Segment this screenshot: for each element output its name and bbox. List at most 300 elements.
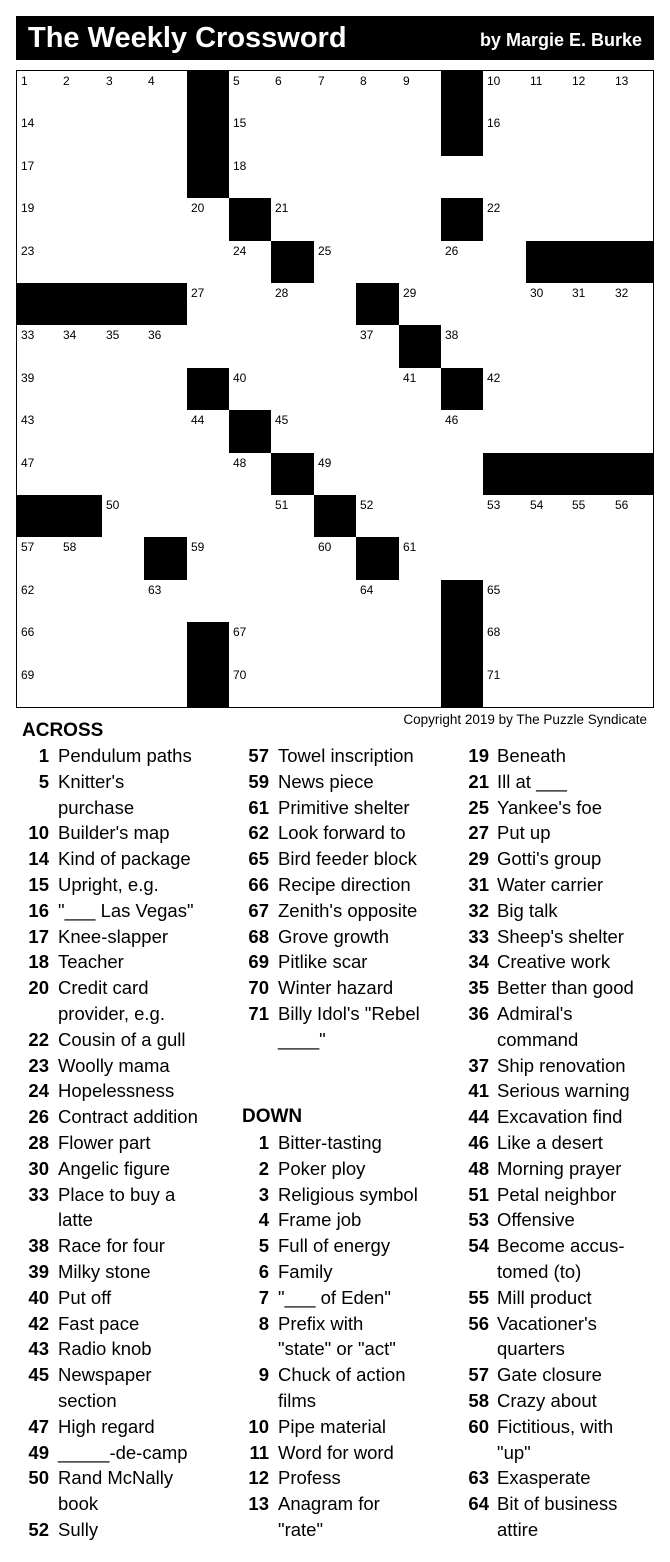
grid-cell[interactable]: [568, 410, 612, 454]
grid-cell[interactable]: [144, 156, 188, 199]
grid-cell[interactable]: [356, 156, 400, 199]
clue-text: Look forward to: [278, 822, 406, 844]
clue-number: 64: [468, 1493, 489, 1515]
grid-cell[interactable]: [356, 410, 400, 454]
grid-cell[interactable]: [441, 325, 484, 369]
grid-cell[interactable]: [399, 537, 442, 581]
grid-cell[interactable]: [102, 113, 145, 157]
grid-cell[interactable]: [17, 113, 60, 157]
clue-number: 1: [38, 745, 49, 766]
grid-cell[interactable]: [483, 537, 527, 581]
clue-number: 33: [468, 925, 489, 947]
grid-cell[interactable]: [526, 198, 569, 242]
grid-cell[interactable]: [102, 156, 145, 199]
grid-cell[interactable]: [611, 580, 654, 623]
grid-cell[interactable]: [441, 283, 484, 326]
grid-cell[interactable]: [356, 325, 400, 369]
grid-cell[interactable]: [102, 71, 145, 114]
clue-item: [0, 1078, 670, 1104]
clue-text: Creative work: [497, 951, 611, 973]
cell-number: 46: [445, 413, 459, 427]
black-square: [187, 665, 230, 708]
cell-number: 8: [360, 74, 367, 88]
grid-cell[interactable]: [611, 495, 654, 538]
grid-cell[interactable]: [271, 113, 315, 157]
grid-cell[interactable]: [102, 198, 145, 242]
grid-cell[interactable]: [356, 580, 400, 623]
grid-cell[interactable]: [483, 622, 527, 666]
clue-number: 7: [258, 1286, 269, 1308]
clue-text: Bird feeder block: [278, 848, 417, 870]
clue-item: [0, 1233, 670, 1285]
grid-cell[interactable]: [356, 453, 400, 496]
clue-text: Flower part: [58, 1132, 151, 1153]
clue-text: Race for four: [58, 1235, 165, 1257]
grid-cell[interactable]: [441, 241, 484, 284]
grid-cell[interactable]: [102, 241, 145, 284]
grid-cell[interactable]: [271, 325, 315, 369]
cell-number: 30: [530, 286, 544, 300]
cell-number: 27: [191, 286, 205, 300]
grid-cell[interactable]: [229, 325, 272, 369]
cell-number: 18: [233, 159, 247, 173]
grid-cell[interactable]: [144, 622, 188, 666]
grid-cell[interactable]: [526, 283, 569, 326]
grid-cell[interactable]: [611, 325, 654, 369]
clue-text: "up": [497, 1441, 531, 1463]
grid-cell[interactable]: [17, 156, 60, 199]
cell-number: 12: [572, 74, 586, 88]
grid-cell[interactable]: [399, 241, 442, 284]
grid-cell[interactable]: [611, 113, 654, 157]
cell-number: 67: [233, 625, 247, 639]
cell-number: 17: [21, 159, 35, 173]
grid-cell[interactable]: [17, 580, 60, 623]
cell-number: 42: [487, 371, 501, 385]
clue-item: [0, 898, 670, 924]
grid-cell[interactable]: [568, 156, 612, 199]
grid-cell[interactable]: [568, 113, 612, 157]
grid-cell[interactable]: [17, 71, 60, 114]
grid-cell[interactable]: [17, 410, 60, 454]
clue-number: 56: [468, 1312, 489, 1334]
grid-cell[interactable]: [611, 537, 654, 581]
grid-cell[interactable]: [399, 71, 442, 114]
grid-cell[interactable]: [102, 410, 145, 454]
cell-number: 55: [572, 498, 586, 512]
black-square: [229, 410, 272, 454]
grid-cell[interactable]: [441, 410, 484, 454]
clue-item: [0, 1414, 670, 1466]
clue-text: Word for word: [278, 1441, 394, 1463]
grid-cell[interactable]: [187, 495, 230, 538]
clue-number: 26: [28, 1106, 49, 1128]
grid-cell[interactable]: [59, 241, 103, 284]
grid-cell[interactable]: [314, 410, 357, 454]
grid-cell[interactable]: [229, 580, 272, 623]
grid-cell[interactable]: [229, 537, 272, 581]
clue-text: Full of energy: [278, 1235, 391, 1257]
grid-cell[interactable]: [526, 113, 569, 157]
clue-text: Woolly mama: [58, 1054, 170, 1076]
cell-number: 28: [275, 286, 289, 300]
clue-text: Gotti's group: [497, 848, 602, 870]
grid-cell[interactable]: [314, 241, 357, 284]
grid-cell[interactable]: [229, 71, 272, 114]
cell-number: 48: [233, 456, 247, 470]
grid-cell[interactable]: [483, 198, 527, 242]
grid-cell[interactable]: [568, 283, 612, 326]
grid-cell[interactable]: [102, 325, 145, 369]
grid-cell[interactable]: [59, 198, 103, 242]
grid-cell[interactable]: [59, 537, 103, 581]
clue-number: 55: [468, 1286, 489, 1308]
grid-cell[interactable]: [314, 156, 357, 199]
clue-text: Pendulum paths: [58, 745, 192, 766]
clue-number: 71: [248, 1003, 269, 1024]
clue-number: 69: [248, 951, 269, 973]
clue-number: 57: [248, 745, 269, 766]
clue-number: 8: [258, 1312, 269, 1334]
grid-cell[interactable]: [356, 113, 400, 157]
clue-number: 39: [28, 1261, 49, 1282]
grid-cell[interactable]: [526, 665, 569, 708]
clue-text: Excavation find: [497, 1106, 623, 1128]
grid-cell[interactable]: [187, 453, 230, 496]
clue-item: [0, 795, 670, 821]
grid-cell[interactable]: [314, 665, 357, 708]
grid-cell[interactable]: [356, 71, 400, 114]
clue-number: 33: [28, 1183, 49, 1205]
grid-cell[interactable]: [314, 71, 357, 114]
clue-text: "___ Las Vegas": [58, 899, 194, 921]
grid-cell[interactable]: [399, 665, 442, 708]
grid-cell[interactable]: [399, 580, 442, 623]
grid-cell[interactable]: [229, 283, 272, 326]
grid-cell[interactable]: [441, 156, 484, 199]
grid-cell[interactable]: [17, 325, 60, 369]
grid-cell[interactable]: [526, 495, 569, 538]
grid-cell[interactable]: [526, 156, 569, 199]
clue-text: Teacher: [58, 951, 124, 973]
grid-cell[interactable]: [399, 283, 442, 326]
grid-cell[interactable]: [399, 368, 442, 411]
clue-number: 5: [258, 1235, 269, 1257]
crossword-grid: [16, 70, 654, 708]
clue-text: Contract addition: [58, 1106, 198, 1128]
grid-cell[interactable]: [229, 368, 272, 411]
clue-text: Yankee's foe: [497, 796, 603, 818]
grid-cell[interactable]: [144, 580, 188, 623]
grid-cell[interactable]: [356, 368, 400, 411]
grid-cell[interactable]: [314, 198, 357, 242]
grid-cell[interactable]: [483, 325, 527, 369]
clue-text: Prefix with: [278, 1312, 364, 1334]
grid-cell[interactable]: [229, 665, 272, 708]
grid-cell[interactable]: [611, 283, 654, 326]
grid-cell[interactable]: [17, 241, 60, 284]
grid-cell[interactable]: [314, 325, 357, 369]
grid-cell[interactable]: [483, 241, 527, 284]
grid-cell[interactable]: [187, 580, 230, 623]
grid-cell[interactable]: [271, 156, 315, 199]
grid-cell[interactable]: [526, 71, 569, 114]
grid-cell[interactable]: [271, 622, 315, 666]
grid-cell[interactable]: [59, 156, 103, 199]
clue-text: "state" or "act": [278, 1338, 396, 1360]
grid-cell[interactable]: [271, 495, 315, 538]
grid-cell[interactable]: [399, 495, 442, 538]
black-square: [441, 580, 484, 623]
grid-cell[interactable]: [483, 410, 527, 454]
grid-cell[interactable]: [102, 453, 145, 496]
grid-cell[interactable]: [356, 622, 400, 666]
clue-text: Profess: [278, 1467, 341, 1489]
grid-cell[interactable]: [568, 665, 612, 708]
grid-cell[interactable]: [229, 453, 272, 496]
grid-cell[interactable]: [483, 113, 527, 157]
grid-cell[interactable]: [144, 113, 188, 157]
grid-cell[interactable]: [271, 580, 315, 623]
black-square: [144, 537, 188, 581]
grid-cell[interactable]: [399, 156, 442, 199]
grid-cell[interactable]: [483, 156, 527, 199]
grid-cell[interactable]: [229, 495, 272, 538]
grid-cell[interactable]: [399, 198, 442, 242]
grid-cell[interactable]: [102, 665, 145, 708]
grid-cell[interactable]: [441, 495, 484, 538]
clue-number: 43: [28, 1338, 49, 1360]
grid-cell[interactable]: [17, 368, 60, 411]
clue-item: [0, 1491, 670, 1543]
grid-cell[interactable]: [314, 453, 357, 496]
grid-cell[interactable]: [144, 495, 188, 538]
grid-cell[interactable]: [483, 665, 527, 708]
grid-cell[interactable]: [144, 325, 188, 369]
grid-cell[interactable]: [144, 453, 188, 496]
clue-number: 41: [468, 1080, 489, 1102]
grid-cell[interactable]: [356, 495, 400, 538]
grid-cell[interactable]: [271, 283, 315, 326]
grid-cell[interactable]: [59, 665, 103, 708]
grid-cell[interactable]: [611, 410, 654, 454]
clue-number: 27: [468, 822, 489, 844]
grid-cell[interactable]: [611, 665, 654, 708]
grid-cell[interactable]: [568, 198, 612, 242]
grid-cell[interactable]: [144, 198, 188, 242]
clue-text: Gate closure: [497, 1364, 602, 1386]
clue-number: 1: [258, 1132, 269, 1153]
grid-cell[interactable]: [59, 113, 103, 157]
grid-cell[interactable]: [144, 71, 188, 114]
grid-cell[interactable]: [144, 241, 188, 284]
cell-number: 25: [318, 244, 332, 258]
clue-number: 49: [28, 1441, 49, 1463]
clue-text: Morning prayer: [497, 1157, 622, 1179]
grid-cell[interactable]: [102, 495, 145, 538]
grid-cell[interactable]: [102, 580, 145, 623]
grid-cell[interactable]: [59, 410, 103, 454]
grid-cell[interactable]: [526, 368, 569, 411]
grid-cell[interactable]: [144, 665, 188, 708]
grid-cell[interactable]: [144, 368, 188, 411]
cell-number: 56: [615, 498, 629, 512]
grid-cell[interactable]: [102, 622, 145, 666]
grid-cell[interactable]: [441, 453, 484, 496]
cell-number: 22: [487, 201, 501, 215]
grid-cell[interactable]: [271, 198, 315, 242]
cell-number: 13: [615, 74, 629, 88]
clue-text: Place to buy a: [58, 1183, 176, 1205]
clue-text: Pipe material: [278, 1415, 386, 1437]
grid-cell[interactable]: [314, 283, 357, 326]
clue-number: 32: [468, 899, 489, 921]
grid-cell[interactable]: [314, 537, 357, 581]
grid-cell[interactable]: [314, 622, 357, 666]
clue-text: Become accus-: [497, 1235, 625, 1257]
grid-cell[interactable]: [314, 580, 357, 623]
grid-cell[interactable]: [59, 453, 103, 496]
grid-cell[interactable]: [102, 368, 145, 411]
clue-item: [0, 924, 670, 950]
clue-text: ____": [278, 1028, 326, 1050]
grid-cell[interactable]: [187, 410, 230, 454]
grid-cell[interactable]: [483, 368, 527, 411]
clue-text: High regard: [58, 1415, 155, 1437]
grid-cell[interactable]: [611, 198, 654, 242]
grid-cell[interactable]: [483, 71, 527, 114]
clue-number: 68: [248, 925, 269, 947]
grid-cell[interactable]: [399, 453, 442, 496]
grid-cell[interactable]: [187, 537, 230, 581]
grid-cell[interactable]: [568, 622, 612, 666]
clue-number: 38: [28, 1235, 49, 1257]
black-square: [441, 198, 484, 242]
grid-cell[interactable]: [17, 622, 60, 666]
grid-cell[interactable]: [399, 113, 442, 157]
grid-cell[interactable]: [17, 665, 60, 708]
black-square: [271, 453, 315, 496]
black-square: [187, 622, 230, 666]
grid-cell[interactable]: [59, 368, 103, 411]
grid-cell[interactable]: [229, 241, 272, 284]
clue-item: [0, 1207, 670, 1233]
grid-cell[interactable]: [526, 410, 569, 454]
grid-cell[interactable]: [271, 665, 315, 708]
clue-text: Rand McNally: [58, 1467, 174, 1489]
clue-text: provider, e.g.: [58, 1002, 165, 1024]
clue-text: Offensive: [497, 1209, 575, 1231]
grid-cell[interactable]: [314, 368, 357, 411]
black-square: [356, 537, 400, 581]
grid-cell[interactable]: [526, 622, 569, 666]
clue-text: latte: [58, 1209, 93, 1231]
grid-cell[interactable]: [271, 71, 315, 114]
grid-cell[interactable]: [568, 537, 612, 581]
clue-number: 40: [28, 1286, 49, 1308]
grid-cell[interactable]: [611, 368, 654, 411]
grid-cell[interactable]: [526, 537, 569, 581]
grid-cell[interactable]: [187, 241, 230, 284]
grid-cell[interactable]: [568, 495, 612, 538]
grid-cell[interactable]: [187, 198, 230, 242]
clue-number: 67: [248, 899, 269, 921]
grid-cell[interactable]: [568, 325, 612, 369]
grid-cell[interactable]: [568, 368, 612, 411]
clue-text: Water carrier: [497, 874, 604, 895]
grid-cell[interactable]: [356, 241, 400, 284]
grid-cell[interactable]: [59, 71, 103, 114]
grid-cell[interactable]: [611, 622, 654, 666]
grid-cell[interactable]: [17, 453, 60, 496]
grid-cell[interactable]: [59, 325, 103, 369]
clue-number: 36: [468, 1003, 489, 1024]
clue-text: Petal neighbor: [497, 1183, 617, 1205]
grid-cell[interactable]: [399, 622, 442, 666]
grid-cell[interactable]: [356, 198, 400, 242]
grid-cell[interactable]: [229, 113, 272, 157]
clue-text: section: [58, 1389, 117, 1411]
cell-number: 9: [403, 74, 410, 88]
clue-text: Knitter's: [58, 770, 125, 792]
grid-cell[interactable]: [229, 156, 272, 199]
grid-cell[interactable]: [17, 537, 60, 581]
grid-cell[interactable]: [187, 283, 230, 326]
cell-number: 69: [21, 668, 35, 682]
clue-text: Bit of business: [497, 1493, 618, 1515]
grid-cell[interactable]: [187, 325, 230, 369]
clue-number: 63: [468, 1467, 489, 1489]
grid-cell[interactable]: [356, 665, 400, 708]
clue-number: 62: [248, 822, 269, 844]
clue-text: quarters: [497, 1338, 565, 1360]
grid-cell[interactable]: [483, 495, 527, 538]
grid-cell[interactable]: [568, 580, 612, 623]
grid-cell[interactable]: [568, 71, 612, 114]
grid-cell[interactable]: [441, 537, 484, 581]
grid-cell[interactable]: [314, 113, 357, 157]
cell-number: 36: [148, 328, 162, 342]
grid-cell[interactable]: [17, 198, 60, 242]
grid-cell[interactable]: [483, 283, 527, 326]
grid-cell[interactable]: [526, 325, 569, 369]
clue-text: Like a desert: [497, 1132, 603, 1153]
clue-text: "rate": [278, 1518, 324, 1540]
cell-number: 43: [21, 413, 35, 427]
grid-cell[interactable]: [611, 71, 654, 114]
grid-cell[interactable]: [144, 410, 188, 454]
grid-cell[interactable]: [399, 410, 442, 454]
grid-cell[interactable]: [59, 580, 103, 623]
grid-cell[interactable]: [611, 156, 654, 199]
clue-item: [0, 1104, 670, 1130]
grid-cell[interactable]: [483, 580, 527, 623]
black-square: [187, 71, 230, 114]
grid-cell[interactable]: [271, 537, 315, 581]
clue-number: 70: [248, 977, 269, 999]
clue-text: Winter hazard: [278, 977, 394, 999]
grid-cell[interactable]: [229, 622, 272, 666]
grid-cell[interactable]: [102, 537, 145, 581]
copyright-notice: Copyright 2019 by The Puzzle Syndicate: [403, 712, 647, 727]
grid-cell[interactable]: [271, 410, 315, 454]
grid-cell[interactable]: [271, 368, 315, 411]
grid-cell[interactable]: [59, 622, 103, 666]
black-square: [441, 113, 484, 157]
grid-cell[interactable]: [526, 580, 569, 623]
clue-number: 5: [38, 770, 49, 792]
black-square: [356, 283, 400, 326]
